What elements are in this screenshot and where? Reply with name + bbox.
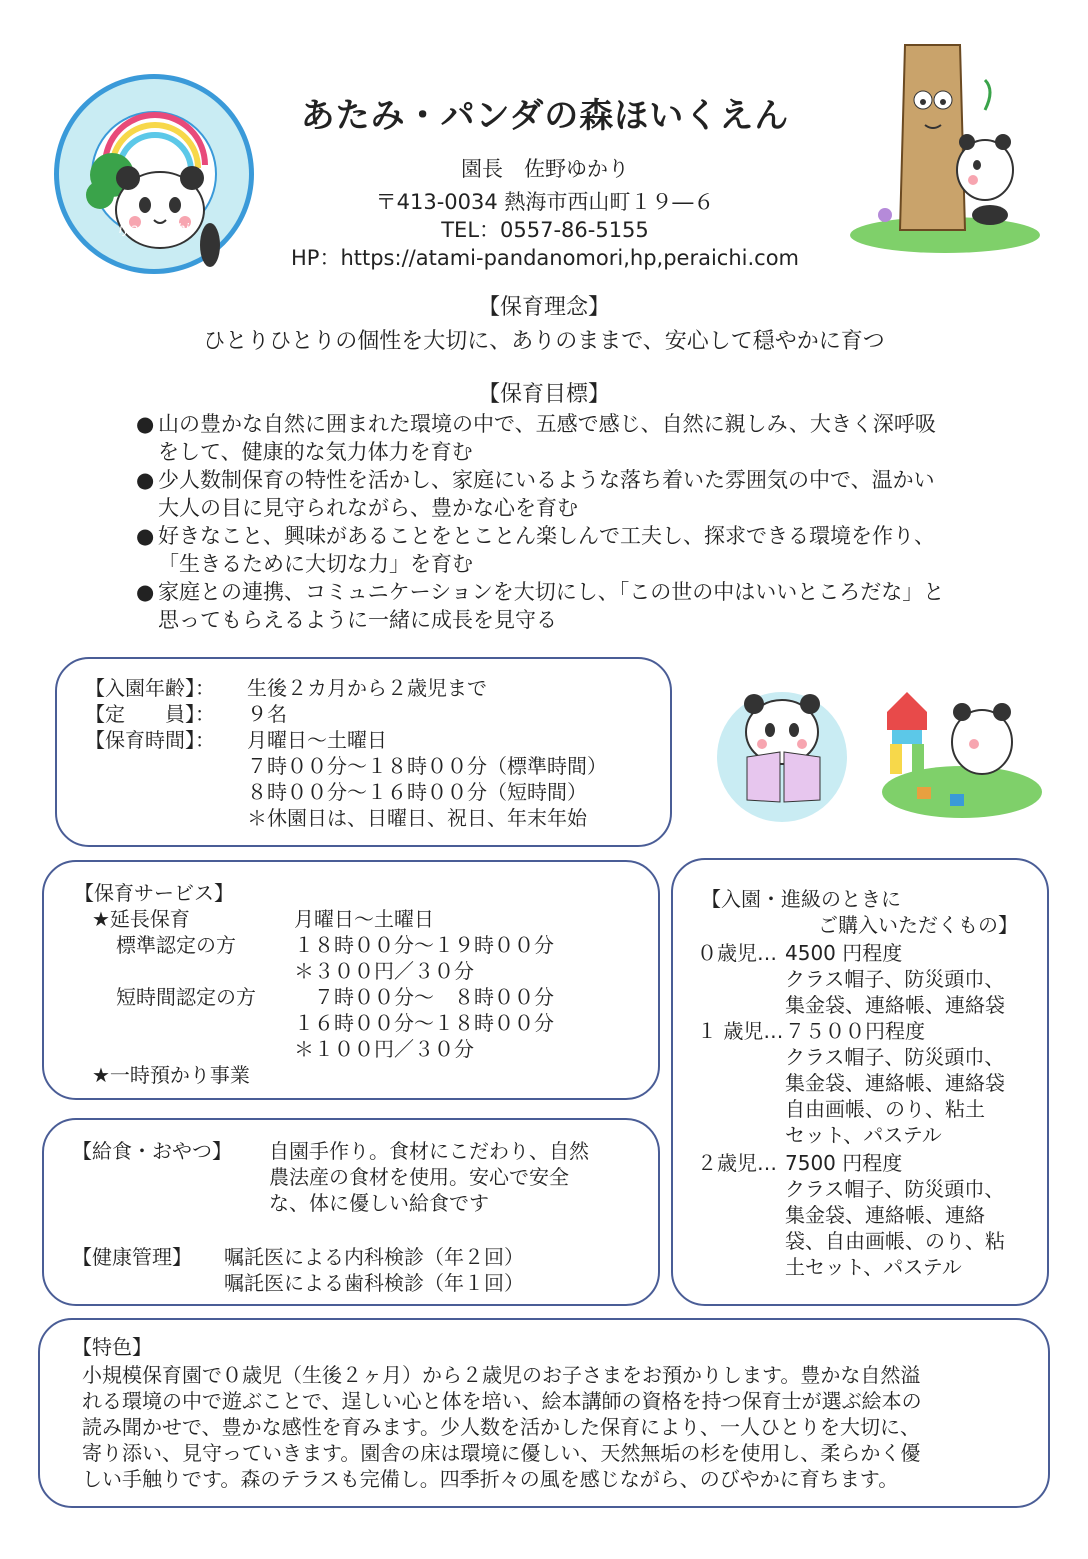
age-group-price: 7500 円程度 — [785, 1151, 903, 1175]
standard-label: 標準認定の方 — [116, 933, 236, 957]
goal-item: ● 家庭との連携、コミュニケーションを大切にし、「この世の中はいいところだな」と 思ってもらえるように一緒に成長を見守る — [136, 580, 945, 632]
extended-care-days: 月曜日～土曜日 — [294, 907, 434, 931]
tel: TEL：0557-86-5155 — [441, 218, 649, 242]
item-line: セット、パステル — [785, 1123, 942, 1147]
age-group-label: ０歳児… — [697, 941, 777, 965]
features-line: 小規模保育園で０歳児（生後２ヶ月）から２歳児のお子さまをお預かりします。豊かな自然溢 — [82, 1363, 921, 1387]
goal-item: ● 山の豊かな自然に囲まれた環境の中で、五感で感じ、自然に親しみ、大きく深呼吸 をして、健康的な気力体力を育む — [136, 412, 936, 464]
logo — [50, 70, 258, 278]
purchase-heading: 【入園・進級のときに — [701, 887, 901, 911]
meals-line: 農法産の食材を使用。安心で安全 — [269, 1165, 569, 1189]
age-label: 【入園年齢】： — [85, 676, 215, 700]
philosophy-heading: 【保育理念】 — [477, 295, 610, 320]
item-line: クラス帽子、防災頭巾、 — [785, 1177, 1005, 1201]
item-line: 集金袋、連絡帳、連絡袋 — [785, 993, 1005, 1017]
hours-label: 【保育時間】： — [85, 728, 215, 752]
standard-fee: ＊３００円／３０分 — [294, 959, 474, 983]
item-line: 自由画帳、のり、粘土 — [785, 1097, 985, 1121]
features-box — [38, 1318, 1050, 1508]
health-line: 嘱託医による歯科検診（年１回） — [224, 1271, 524, 1295]
features-line: 寄り添い、見守っていきます。園舎の床は環境に優しい、天然無垢の杉を使用し、柔らかく優 — [82, 1441, 921, 1465]
capacity-label: 【定 員】： — [85, 702, 215, 726]
health-line: 嘱託医による内科検診（年２回） — [224, 1245, 524, 1269]
item-line: 集金袋、連絡帳、連絡袋 — [785, 1071, 1005, 1095]
hours-line: 月曜日～土曜日 — [247, 728, 387, 752]
admission-box — [55, 657, 672, 847]
hours-line: ＊休園日は、日曜日、祝日、年末年始 — [247, 806, 587, 830]
short-time: ７時００分～ ８時００分 — [294, 985, 554, 1009]
item-line: 集金袋、連絡帳、連絡 — [785, 1203, 985, 1227]
capacity-value: ９名 — [247, 702, 287, 726]
features-line: しい手触りです。森のテラスも完備し。四季折々の風を感じながら、のびやかに育ちます。 — [82, 1467, 899, 1491]
director: 園長 佐野ゆかり — [461, 157, 629, 181]
hours-line: ７時００分～１８時００分（標準時間） — [247, 754, 607, 778]
extended-care-label: ★延長保育 — [92, 907, 190, 931]
purchase-heading: ご購入いただくもの】 — [818, 913, 1018, 937]
age-group-price: 4500 円程度 — [785, 941, 903, 965]
services-heading: 【保育サービス】 — [74, 881, 234, 905]
philosophy-text: ひとりひとりの個性を大切に、ありのままで、安心して穏やかに育つ — [203, 329, 885, 354]
page-title: あたみ・パンダの森ほいくえん — [300, 96, 790, 136]
item-line: クラス帽子、防災頭巾、 — [785, 1045, 1005, 1069]
goal-item: ● 少人数制保育の特性を活かし、家庭にいるような落ち着いた雰囲気の中で、温かい 大人の目に見守られながら、豊かな心を育む — [136, 468, 935, 520]
features-heading: 【特色】 — [72, 1335, 152, 1359]
features-line: 読み聞かせで、豊かな感性を育みます。少人数を活かした保育により、一人ひとりを大切に、 — [82, 1415, 920, 1439]
meals-box — [42, 1118, 660, 1306]
purchase-box — [671, 858, 1049, 1306]
homepage-link[interactable]: HP：https://atami-pandanomori,hp,peraichi.com — [291, 246, 799, 270]
hours-line: ８時００分～１６時００分（短時間） — [247, 780, 587, 804]
age-group-label: ２歳児… — [697, 1151, 777, 1175]
short-fee: ＊１００円／３０分 — [294, 1037, 474, 1061]
tree-panda-illustration — [845, 40, 1045, 255]
temporary-care-label: ★一時預かり事業 — [92, 1063, 250, 1087]
meals-line: な、体に優しい給食です — [269, 1191, 489, 1215]
goal-item: ● 好きなこと、興味があることをとことん楽しんで工夫し、探求できる環境を作り、 「生きるために大切な力」を育む — [136, 524, 935, 576]
goals-list — [136, 410, 1016, 634]
pandas-illustration — [712, 682, 1042, 822]
meals-label: 【給食・おやつ】 — [72, 1139, 232, 1163]
item-line: 袋、自由画帳、のり、粘 — [785, 1229, 1005, 1253]
item-line: クラス帽子、防災頭巾、 — [785, 967, 1005, 991]
short-label: 短時間認定の方 — [116, 985, 256, 1009]
features-line: れる環境の中で遊ぶことで、逞しい心と体を培い、絵本講師の資格を持つ保育士が選ぶ絵本の — [82, 1389, 922, 1413]
meals-line: 自園手作り。食材にこだわり、自然 — [269, 1139, 589, 1163]
health-label: 【健康管理】 — [72, 1245, 192, 1269]
logo-bottom-text: iyashirochi — [118, 222, 190, 237]
age-group-label: １ 歳児… — [697, 1019, 784, 1043]
age-value: 生後２カ月から２歳児まで — [247, 676, 487, 700]
goals-heading: 【保育目標】 — [477, 382, 610, 407]
standard-time: １８時００分～１９時００分 — [294, 933, 554, 957]
services-box — [42, 860, 660, 1100]
item-line: 土セット、パステル — [785, 1255, 962, 1279]
address: 〒413-0034 熱海市西山町１９―６ — [375, 190, 715, 214]
short-time: １６時００分～１８時００分 — [294, 1011, 554, 1035]
age-group-price: ７５００円程度 — [785, 1019, 925, 1043]
